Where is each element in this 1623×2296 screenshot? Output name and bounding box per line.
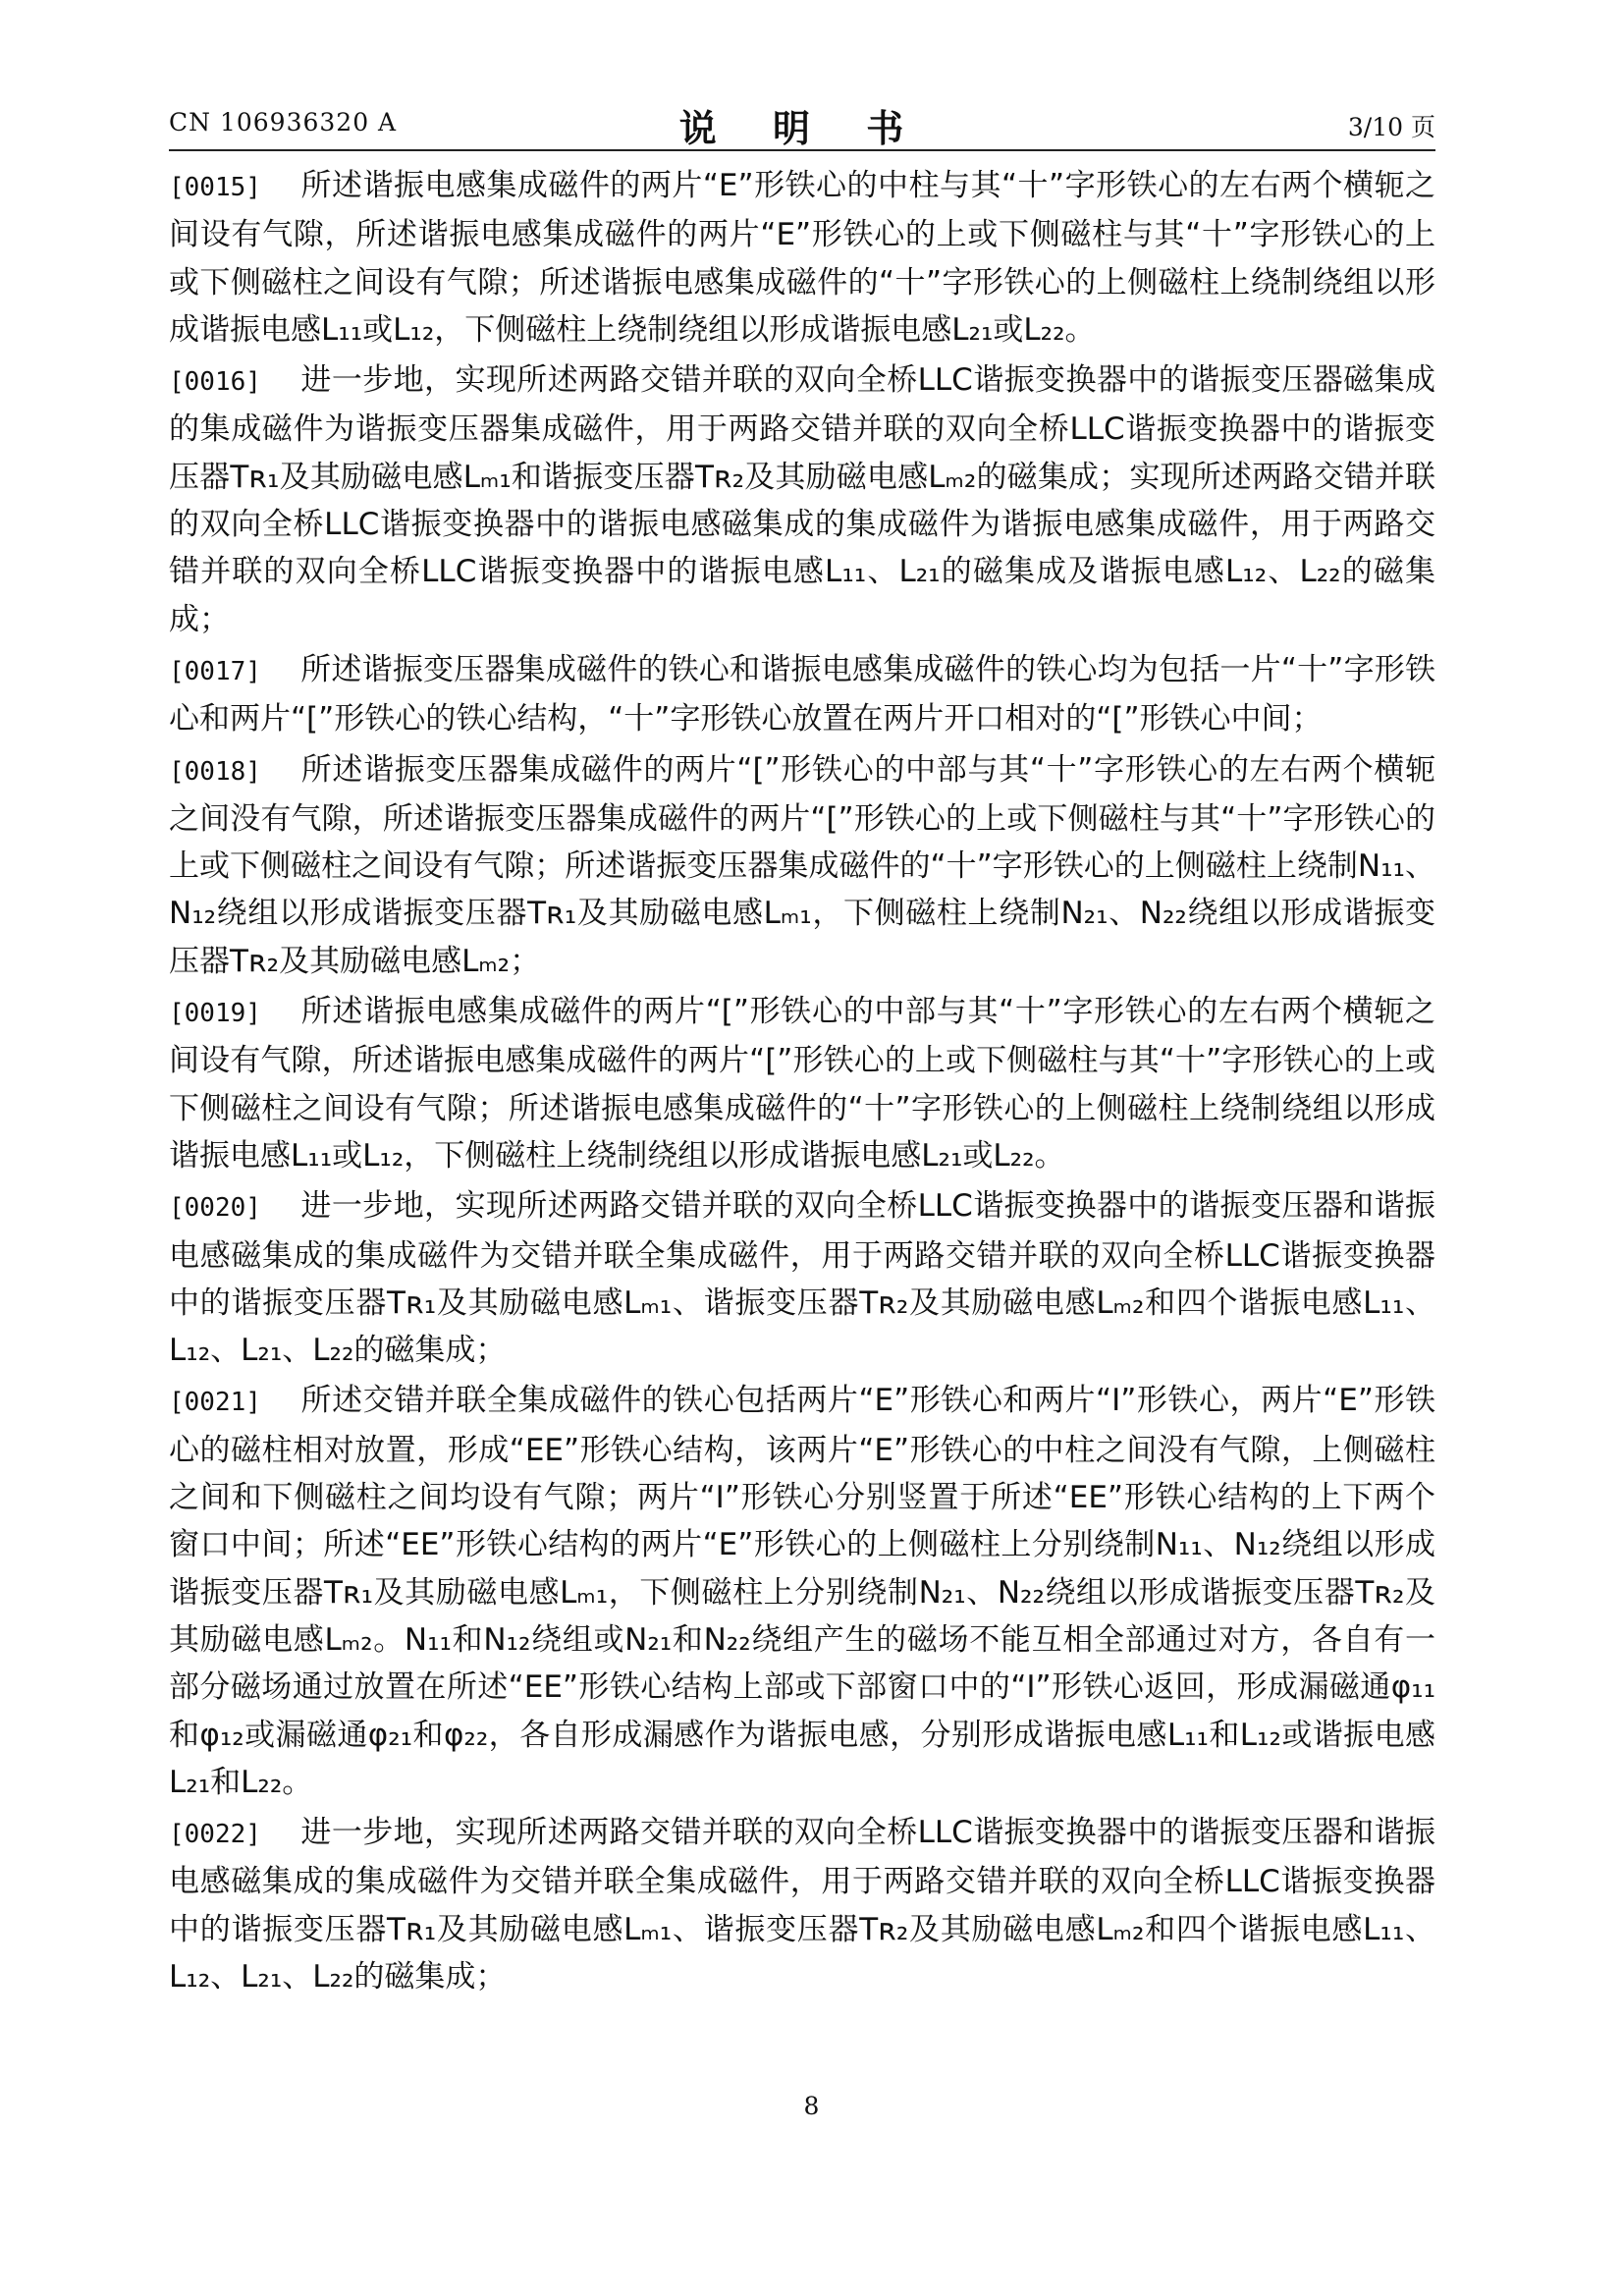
paragraph-text: 进一步地，实现所述两路交错并联的双向全桥LLC谐振变换器中的谐振变压器和谐振电感磁集成的集成磁件为交错并联全集成磁件，用于两路交错并联的双向全桥LLC谐振变换器中的谐振变压器Tʀ₁及其励磁电感Lₘ₁、谐振变压器Tʀ₂及其励磁电感Lₘ₂和四个谐振电感L₁₁、L₁₂、L₂₁、L₂₂的磁集成； — [169, 1815, 1435, 1995]
patent-number: CN 106936320 A — [169, 108, 398, 137]
paragraph-text: 进一步地，实现所述两路交错并联的双向全桥LLC谐振变换器中的谐振变压器和谐振电感磁集成的集成磁件为交错并联全集成磁件，用于两路交错并联的双向全桥LLC谐振变换器中的谐振变压器Tʀ₁及其励磁电感Lₘ₁、谐振变压器Tʀ₂及其励磁电感Lₘ₂和四个谐振电感L₁₁、L₁₂、L₂₁、L₂₂的磁集成； — [169, 1188, 1435, 1369]
paragraph-0020 — [169, 1182, 1435, 1374]
paragraph-text: 进一步地，实现所述两路交错并联的双向全桥LLC谐振变换器中的谐振变压器磁集成的集成磁件为谐振变压器集成磁件，用于两路交错并联的双向全桥LLC谐振变换器中的谐振变压器Tʀ₁及其励磁电感Lₘ₁和谐振变压器Tʀ₂及其励磁电感Lₘ₂的磁集成；实现所述两路交错并联的双向全桥LLC谐振变换器中的谐振电感磁集成的集成磁件为谐振电感集成磁件，用于两路交错并联的双向全桥LLC谐振变换器中的谐振电感L₁₁、L₂₁的磁集成及谐振电感L₁₂、L₂₂的磁集成； — [169, 362, 1435, 637]
page-counter: 3/10 页 — [1347, 113, 1435, 141]
paragraph-0018 — [169, 746, 1435, 985]
paragraph-text: 所述谐振电感集成磁件的两片“[”形铁心的中部与其“十”字形铁心的左右两个横轭之间设有气隙，所述谐振电感集成磁件的两片“[”形铁心的上或下侧磁柱与其“十”字形铁心的上或下侧磁柱之间设有气隙；所述谐振电感集成磁件的“十”字形铁心的上侧磁柱上绕制绕组以形成谐振电感L₁₁或L₁₂，下侧磁柱上绕制绕组以形成谐振电感L₂₁或L₂₂。 — [169, 994, 1435, 1174]
paragraph-number: [0021] — [169, 1388, 261, 1418]
paragraph-0021 — [169, 1377, 1435, 1806]
paragraph-number: [0016] — [169, 367, 261, 398]
paragraph-number: [0022] — [169, 1820, 261, 1850]
paragraph-0019 — [169, 988, 1435, 1179]
paragraph-0017 — [169, 646, 1435, 743]
paragraph-text: 所述谐振变压器集成磁件的铁心和谐振电感集成磁件的铁心均为包括一片“十”字形铁心和两片“[”形铁心的铁心结构，“十”字形铁心放置在两片开口相对的“[”形铁心中间； — [169, 651, 1435, 738]
paragraph-0022 — [169, 1809, 1435, 2000]
paragraph-text: 所述交错并联全集成磁件的铁心包括两片“E”形铁心和两片“I”形铁心，两片“E”形铁心的磁柱相对放置，形成“EE”形铁心结构，该两片“E”形铁心的中柱之间没有气隙，上侧磁柱之间和下侧磁柱之间均设有气隙；两片“I”形铁心分别竖置于所述“EE”形铁心结构的上下两个窗口中间；所述“EE”形铁心结构的两片“E”形铁心的上侧磁柱上分别绕制N₁₁、N₁₂绕组以形成谐振变压器Tʀ₁及其励磁电感Lₘ₁，下侧磁柱上分别绕制N₂₁、N₂₂绕组以形成谐振变压器Tʀ₂及其励磁电感Lₘ₂。N₁₁和N₁₂绕组或N₂₁和N₂₂绕组产生的磁场不能互相全部通过对方，各自有一部分磁场通过放置在所述“EE”形铁心结构上部或下部窗口中的“I”形铁心返回，形成漏磁通φ₁₁和φ₁₂或漏磁通φ₂₁和φ₂₂，各自形成漏感作为谐振电感，分别形成谐振电感L₁₁和L₁₂或谐振电感L₂₁和L₂₂。 — [169, 1383, 1435, 1800]
document-body — [169, 162, 1435, 2003]
paragraph-number: [0017] — [169, 656, 261, 686]
document-title: 说 明 书 — [678, 107, 926, 150]
paragraph-number: [0018] — [169, 756, 261, 787]
paragraph-number: [0015] — [169, 173, 261, 202]
paragraph-text: 所述谐振变压器集成磁件的两片“[”形铁心的中部与其“十”字形铁心的左右两个横轭之间没有气隙，所述谐振变压器集成磁件的两片“[”形铁心的上或下侧磁柱与其“十”字形铁心的上或下侧磁柱之间设有气隙；所述谐振变压器集成磁件的“十”字形铁心的上侧磁柱上绕制N₁₁、N₁₂绕组以形成谐振变压器Tʀ₁及其励磁电感Lₘ₁，下侧磁柱上绕制N₂₁、N₂₂绕组以形成谐振变压器Tʀ₂及其励磁电感Lₘ₂； — [169, 751, 1435, 979]
header-rule — [169, 149, 1435, 151]
page-header — [169, 98, 1435, 150]
page-number: 8 — [803, 2092, 820, 2120]
paragraph-0016 — [169, 356, 1435, 643]
paragraph-0015 — [169, 162, 1435, 354]
paragraph-text: 所述谐振电感集成磁件的两片“E”形铁心的中柱与其“十”字形铁心的左右两个横轭之间设有气隙，所述谐振电感集成磁件的两片“E”形铁心的上或下侧磁柱与其“十”字形铁心的上或下侧磁柱之间设有气隙；所述谐振电感集成磁件的“十”字形铁心的上侧磁柱上绕制绕组以形成谐振电感L₁₁或L₁₂，下侧磁柱上绕制绕组以形成谐振电感L₂₁或L₂₂。 — [169, 168, 1435, 348]
paragraph-number: [0019] — [169, 999, 261, 1029]
paragraph-number: [0020] — [169, 1193, 261, 1224]
